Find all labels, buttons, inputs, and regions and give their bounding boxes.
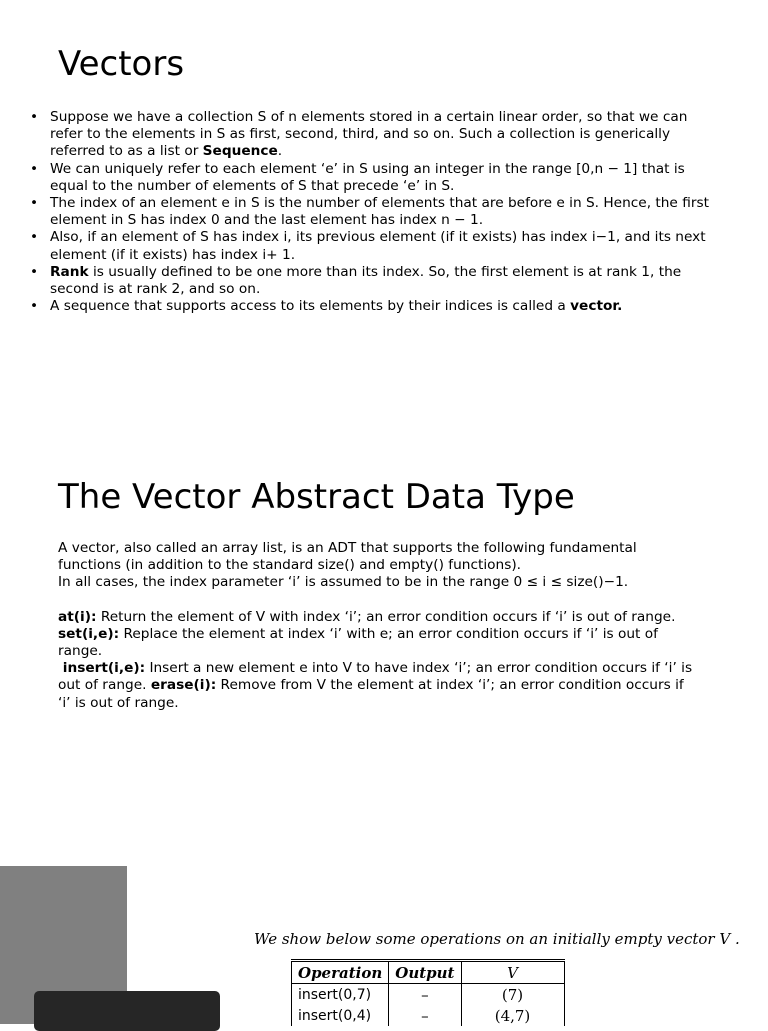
- bullet-icon: •: [30, 160, 39, 177]
- table-row: [292, 984, 565, 1006]
- bullet-item: • A sequence that supports access to its elements by their indices is called a vector.: [30, 298, 623, 315]
- adt-insert-erase-functions: insert(i,e): Insert a new element e into V to have index ‘i’; an error condition occurs if ‘i’ is out of range. erase(i): Remove from V the element at index ‘i’; an error condition occurs if ‘i’ is out of range.: [58, 660, 693, 711]
- bullet-item: • Also, if an element of S has index i, its previous element (if it exists) has index i−1, and its next element (if it exists) has index i+ 1.: [30, 229, 706, 263]
- output-cell: –: [389, 984, 461, 1006]
- adt-intro-range: In all cases, the index parameter ‘i’ is assumed to be in the range 0 ≤ i ≤ size()−1.: [58, 574, 629, 591]
- bullet-item: • We can uniquely refer to each element ‘e’ in S using an integer in the range [0,n − 1] that is equal to the number of elements of S that precede ‘e’ in S.: [30, 160, 685, 194]
- bullet-item: • Suppose we have a collection S of n elements stored in a certain linear order, so that we can refer to the elements in S as first, second, third, and so on. Such a collection is generically referred to as a list or Sequence.: [30, 109, 688, 160]
- table-header-row: [292, 961, 565, 984]
- operations-caption: We show below some operations on an initially empty vector V .: [254, 930, 740, 948]
- vectors-title: Vectors: [58, 44, 185, 84]
- bullet-item: • Rank is usually defined to be one more than its index. So, the first element is at rank 1, the second is at rank 2, and so on.: [30, 263, 682, 298]
- vector-adt-body: [58, 540, 698, 712]
- operation-cell: insert(0,4): [292, 1005, 389, 1026]
- column-header-operation: Operation: [292, 961, 389, 984]
- table-row: [292, 1005, 565, 1026]
- vector-adt-title: The Vector Abstract Data Type: [58, 477, 575, 517]
- vector-state-cell: (7): [461, 984, 564, 1006]
- column-header-v: V: [461, 961, 564, 984]
- output-cell: –: [389, 1005, 461, 1026]
- adt-at-function: at(i): Return the element of V with index ‘i’; an error condition occurs if ‘i’ is out of range.: [58, 608, 676, 625]
- vectors-bullet-list: [30, 109, 710, 315]
- bullet-icon: •: [30, 263, 39, 280]
- decorative-dark-block: [34, 991, 220, 1031]
- operations-table: [291, 959, 565, 1026]
- adt-set-function: set(i,e): Replace the element at index ‘i’ with e; an error condition occurs if ‘i’ is out of range.: [58, 625, 658, 660]
- bullet-icon: •: [30, 298, 39, 315]
- bullet-icon: •: [30, 229, 39, 246]
- bullet-item: • The index of an element e in S is the number of elements that are before e in S. Hence, the first element in S has index 0 and the last element has index n − 1.: [30, 195, 709, 229]
- bullet-icon: •: [30, 109, 39, 125]
- bullet-icon: •: [30, 195, 39, 212]
- operation-cell: insert(0,7): [292, 984, 389, 1006]
- column-header-output: Output: [389, 961, 461, 984]
- vector-state-cell: (4,7): [461, 1005, 564, 1026]
- adt-intro: A vector, also called an array list, is an ADT that supports the following fundamental functions (in addition to the standard size() and empty() functions).: [58, 540, 637, 574]
